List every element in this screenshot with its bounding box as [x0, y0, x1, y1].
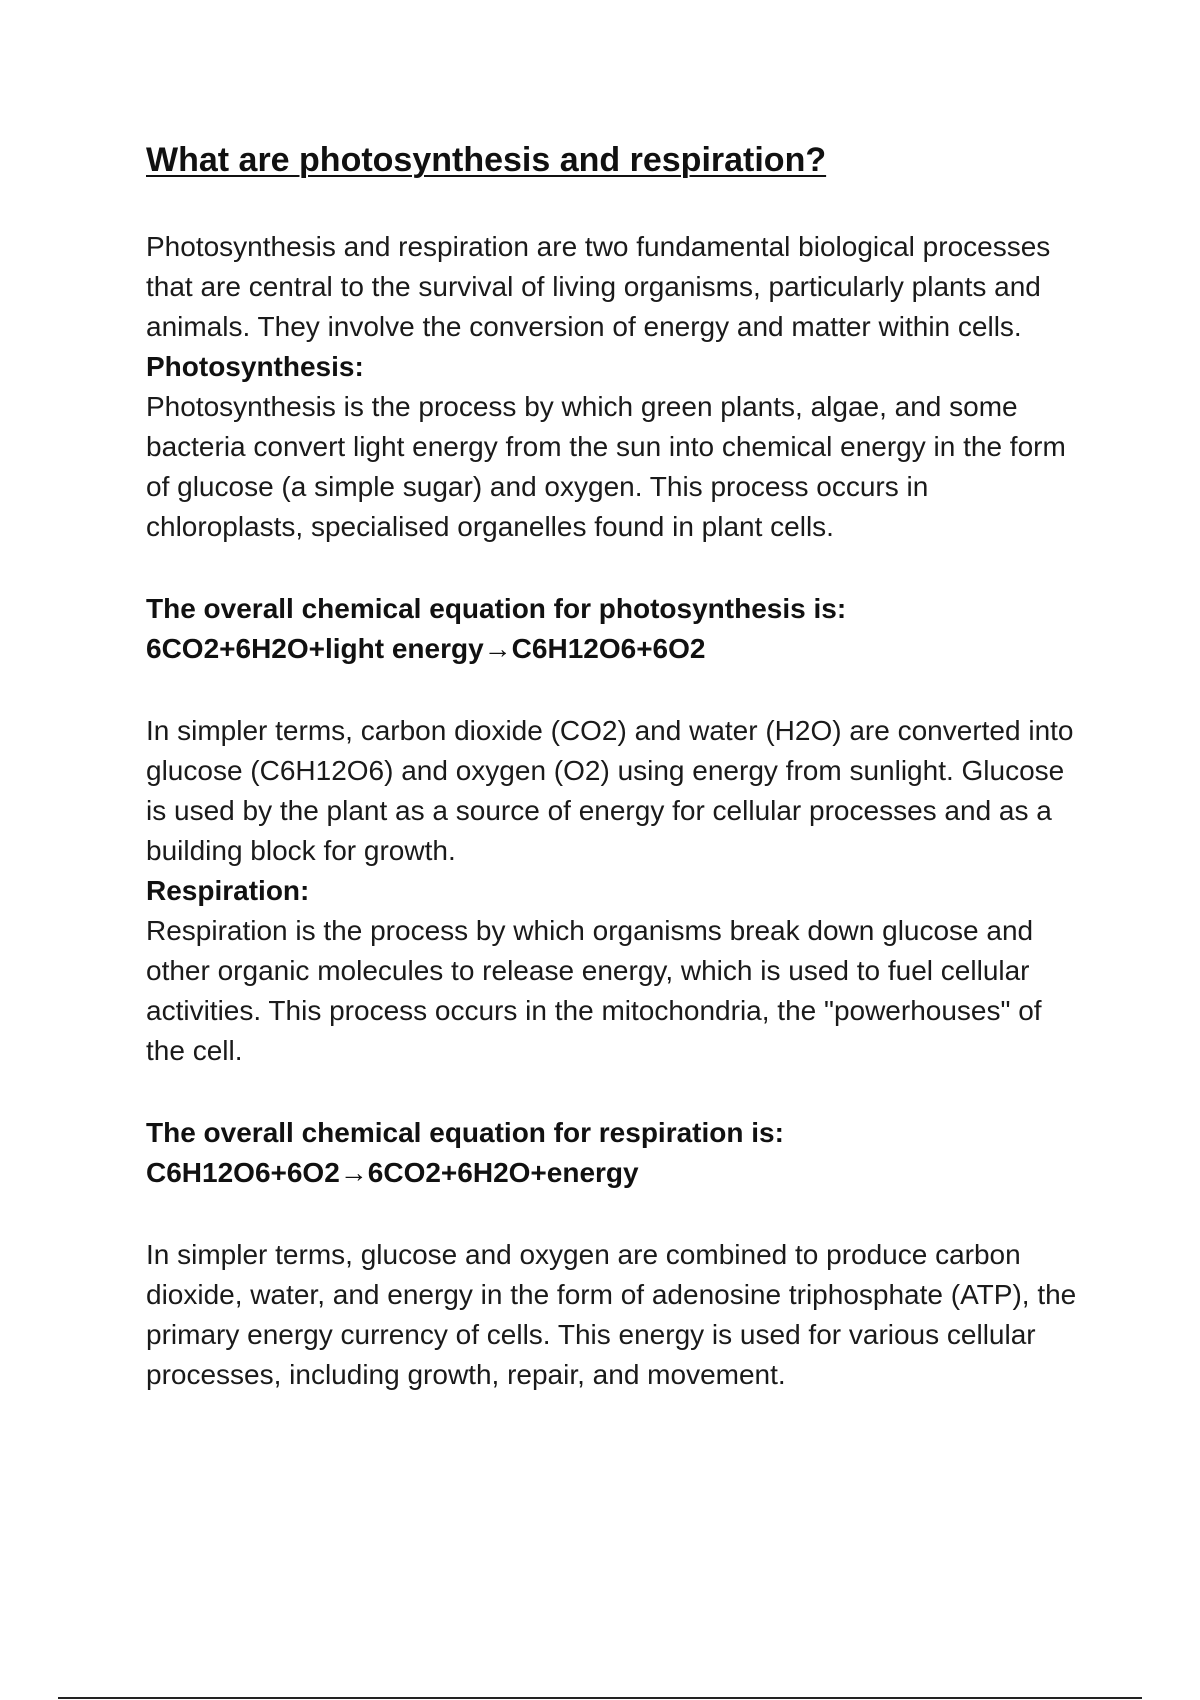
intro-paragraph: Photosynthesis and respiration are two fundamental biological processes that are central to the survival of living organisms, particularly plants and animals. They involve the conversion of energy and matter within cells. [146, 230, 1051, 342]
spacer [146, 669, 1086, 711]
photosynthesis-heading: Photosynthesis: [146, 350, 364, 382]
photosynthesis-description: Photosynthesis is the process by which green plants, algae, and some bacteria convert light energy from the sun into chemical energy in the form of glucose (a simple sugar) and oxygen. This process occurs in chloroplasts, specialised organelles found in plant cells. [146, 390, 1066, 542]
photosynthesis-equation: 6CO2+6H2O+light energy→C6H12O6+6O2 [146, 632, 706, 664]
respiration-explanation: In simpler terms, glucose and oxygen are combined to produce carbon dioxide, water, and energy in the form of adenosine triphosphate (ATP), the primary energy currency of cells. This energy is used for various cellular processes, including growth, repair, and movement. [146, 1238, 1077, 1390]
spacer [146, 547, 1086, 589]
spacer [146, 1071, 1086, 1113]
photosynthesis-equation-label: The overall chemical equation for photosynthesis is: [146, 592, 847, 624]
page-title: What are photosynthesis and respiration? [146, 141, 827, 179]
photosynthesis-explanation: In simpler terms, carbon dioxide (CO2) and water (H2O) are converted into glucose (C6H12O6) and oxygen (O2) using energy from sunlight. Glucose is used by the plant as a source of energy for cellular processes and as a building block for growth. [146, 714, 1074, 866]
spacer [146, 1193, 1086, 1235]
respiration-equation-label: The overall chemical equation for respiration is: [146, 1116, 784, 1148]
bottom-divider [58, 1697, 1142, 1699]
respiration-equation: C6H12O6+6O2→6CO2+6H2O+energy [146, 1156, 639, 1188]
respiration-heading: Respiration: [146, 874, 310, 906]
respiration-description: Respiration is the process by which organisms break down glucose and other organic molecules to release energy, which is used to fuel cellular activities. This process occurs in the mitochondria, the "powerhouses" of the cell. [146, 914, 1042, 1066]
document-page [146, 140, 1086, 1395]
